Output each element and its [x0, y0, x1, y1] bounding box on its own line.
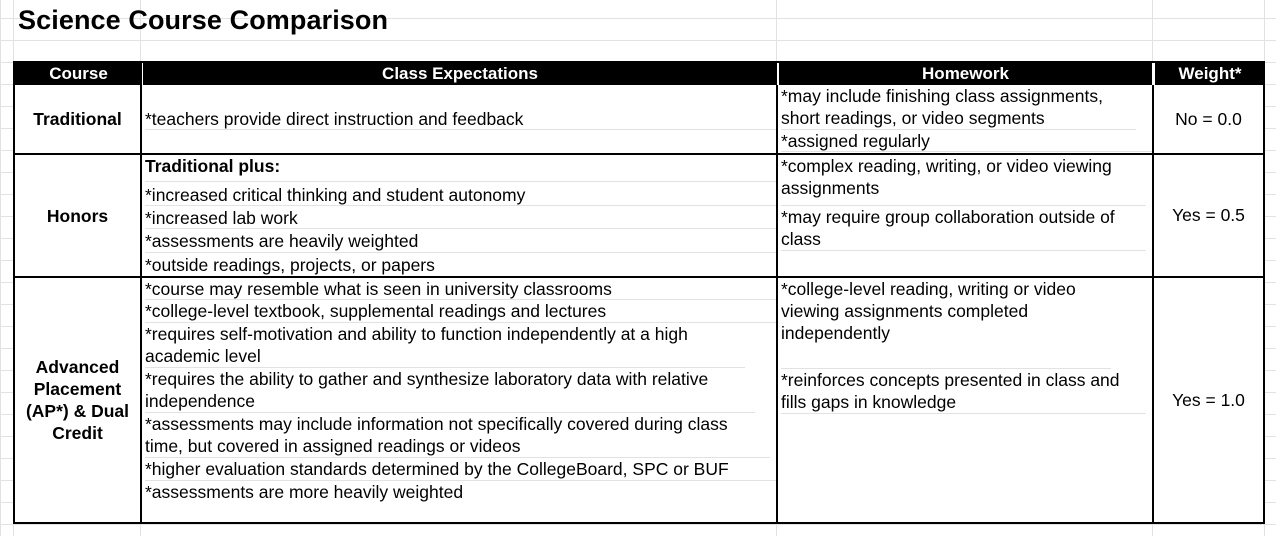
- comparison-table: [13, 61, 1265, 524]
- expectation-item: *college-level textbook, supplemental readings and lectures: [145, 300, 776, 323]
- expectation-item: *assessments are heavily weighted: [145, 229, 776, 253]
- homework-item: *may require group collaboration outside of class: [781, 206, 1146, 251]
- sheet-title[interactable]: Science Course Comparison: [18, 5, 389, 35]
- expectation-item: *assessments are more heavily weighted: [145, 482, 464, 502]
- course-cell-traditional[interactable]: Traditional: [33, 109, 122, 129]
- course-cell-honors[interactable]: Honors: [46, 205, 109, 226]
- expectations-heading: Traditional plus:: [145, 155, 776, 182]
- homework-item: *assigned regularly: [781, 130, 1152, 152]
- expectations-cell-honors[interactable]: [142, 155, 776, 276]
- expectation-item: *increased critical thinking and student autonomy: [145, 182, 776, 206]
- homework-cell-traditional[interactable]: [778, 85, 1152, 153]
- expectations-cell-ap-dual-credit[interactable]: [142, 278, 776, 522]
- expectation-item: *outside readings, projects, or papers: [145, 255, 435, 275]
- expectation-item: *course may resemble what is seen in university classrooms: [145, 278, 776, 300]
- homework-item: *reinforces concepts presented in class and fills gaps in knowledge: [781, 369, 1146, 414]
- homework-item: *complex reading, writing, or video viewing assignments: [781, 155, 1146, 206]
- header-homework[interactable]: Homework: [779, 63, 1152, 85]
- header-weight[interactable]: Weight*: [1155, 63, 1265, 85]
- course-cell-ap-dual-credit[interactable]: Advanced Placement (AP*) & Dual Credit: [25, 357, 130, 443]
- expectations-cell-traditional[interactable]: [142, 85, 776, 153]
- expectation-item: *assessments may include information not specifically covered during class time, but covered in assigned readings or videos: [145, 413, 770, 458]
- header-course[interactable]: Course: [15, 63, 142, 85]
- expectation-item: *requires self-motivation and ability to function independently at a high academic level: [145, 323, 745, 368]
- expectation-item: *teachers provide direct instruction and feedback: [145, 108, 776, 130]
- weight-cell-honors[interactable]: Yes = 0.5: [1172, 205, 1245, 225]
- expectation-item: *requires the ability to gather and synthesize laboratory data with relative independence: [145, 368, 755, 413]
- homework-item: *college-level reading, writing or video viewing assignments completed independently: [781, 278, 1111, 369]
- homework-cell-ap-dual-credit[interactable]: [778, 278, 1152, 522]
- expectation-item: *increased lab work: [145, 206, 776, 229]
- header-class-expectations[interactable]: Class Expectations: [143, 63, 777, 85]
- homework-cell-honors[interactable]: [778, 155, 1152, 276]
- homework-item: *may include finishing class assignments, short readings, or video segments: [781, 85, 1136, 130]
- expectation-item: *higher evaluation standards determined by the CollegeBoard, SPC or BUF: [145, 458, 776, 481]
- weight-cell-traditional[interactable]: No = 0.0: [1175, 108, 1242, 129]
- weight-cell-ap-dual-credit[interactable]: Yes = 1.0: [1172, 389, 1245, 410]
